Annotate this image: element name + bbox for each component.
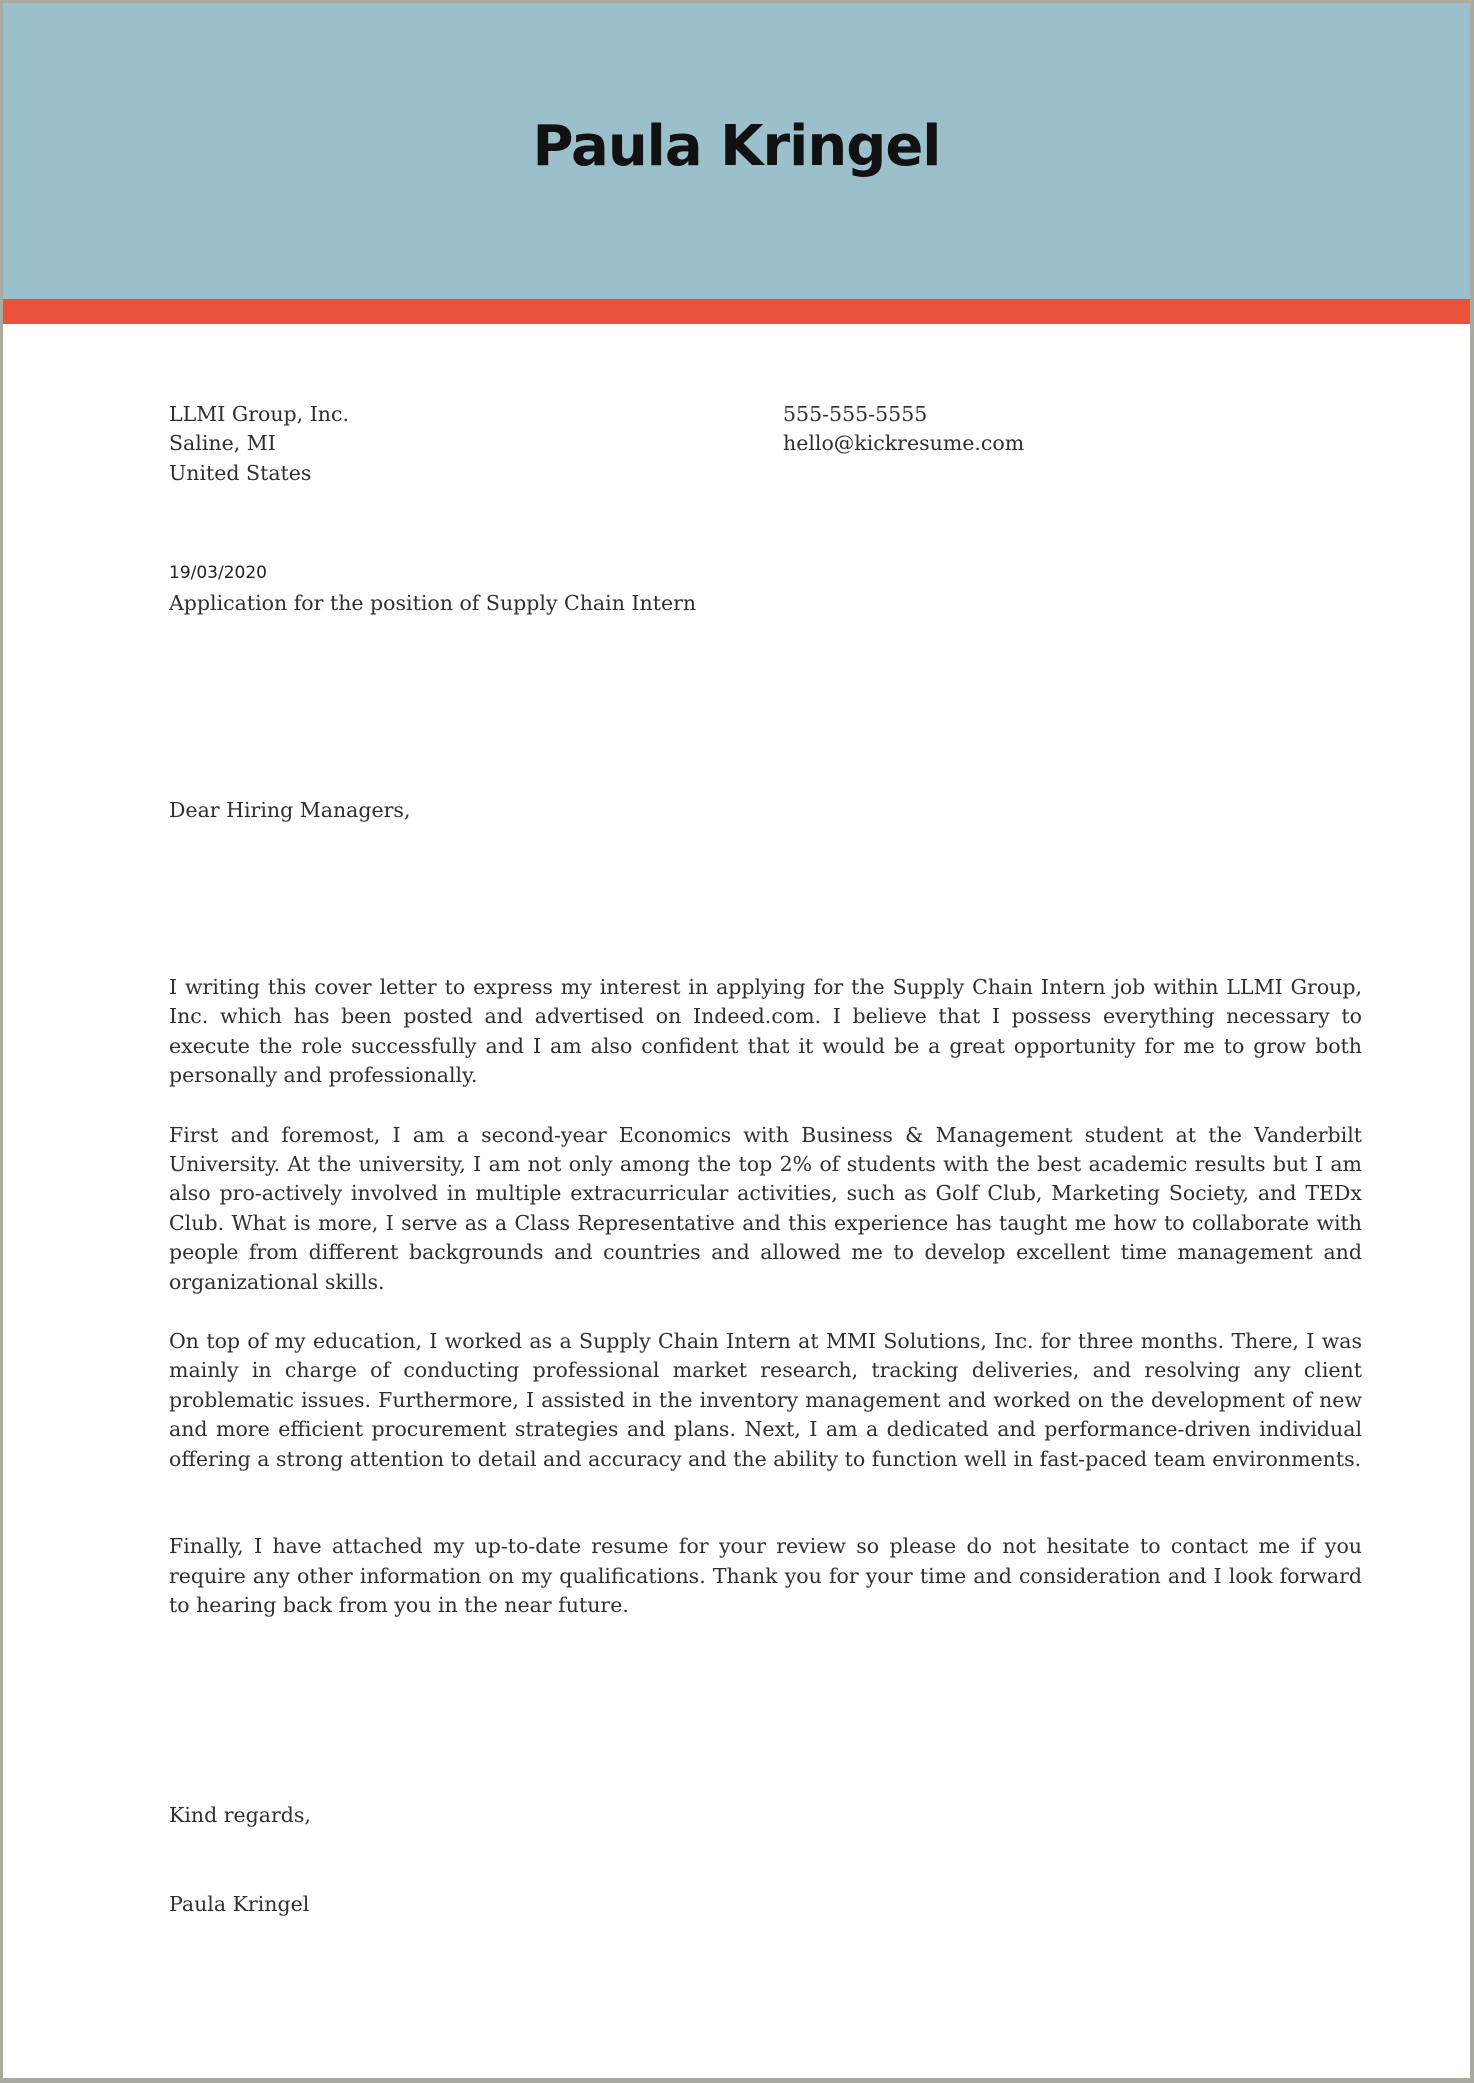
body-paragraph: First and foremost, I am a second-year Economics with Business & Management student at the Vanderbilt University. At the university, I am not only among the top 2% of students with the best academic results but I am also pro-actively involved in multiple extracurricular activities, such as Golf Club, Marketing Society, and TEDx Club. What is more, I serve as a Class Representative and this experience has taught me how to collaborate with people from different backgrounds and countries and allowed me to develop excellent time management and organizational skills. [169, 1122, 1362, 1294]
recipient-address [169, 400, 729, 488]
salutation: Dear Hiring Managers, [169, 798, 411, 822]
letter-body [169, 973, 1362, 1650]
applicant-name: Paula Kringel [532, 114, 941, 179]
body-paragraph: Finally, I have attached my up-to-date resume for your review so please do not hesitate to contact me if you require any other information on my qualifications. Thank you for your time and consideration and I look forward to hearing back from you in the near future. [169, 1534, 1362, 1617]
phone-number: 555-555-5555 [783, 402, 928, 426]
letter-date: 19/03/2020 [169, 563, 267, 583]
recipient-country: United States [169, 460, 312, 485]
accent-divider [3, 299, 1470, 324]
email-address: hello@kickresume.com [783, 431, 1025, 456]
body-paragraph: I writing this cover letter to express my interest in applying for the Supply Chain Intern job within LLMI Group, Inc. which has been posted and advertised on Indeed.com. I believe that I possess everything necessary to execute the role successfully and I am also confident that it would be a great opportunity for me to grow both personally and professionally. [169, 975, 1362, 1088]
header-band [3, 3, 1470, 299]
body-paragraph: On top of my education, I worked as a Supply Chain Intern at MMI Solutions, Inc. for three months. There, I was mainly in charge of conducting professional market research, tracking deliveries, and resolving any client problematic issues. Furthermore, I assisted in the inventory management and worked on the development of new and more efficient procurement strategies and plans. Next, I am a dedicated and performance-driven individual offering a strong attention to detail and accuracy and the ability to function well in fast-paced team environments. [169, 1329, 1362, 1471]
cover-letter-page [3, 3, 1470, 2078]
recipient-company: LLMI Group, Inc. [169, 402, 350, 426]
contact-details [783, 400, 1343, 459]
signature: Paula Kringel [169, 1892, 310, 1916]
recipient-city: Saline, MI [169, 431, 276, 456]
letter-subject: Application for the position of Supply Chain Intern [169, 591, 697, 615]
closing: Kind regards, [169, 1803, 311, 1827]
